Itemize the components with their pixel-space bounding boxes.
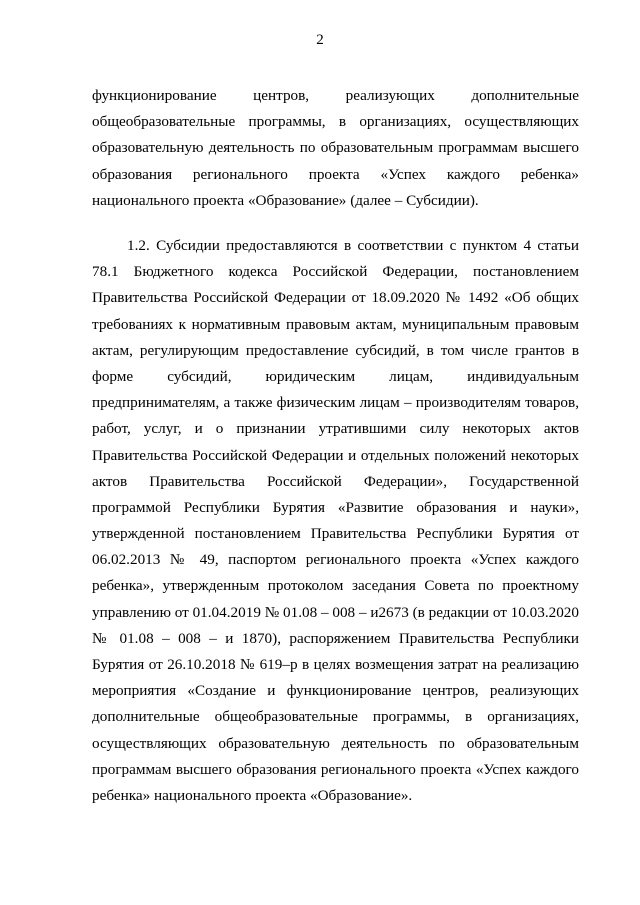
paragraph-2 — [92, 233, 579, 809]
text-line: функционирование центров, реализующих дополнительные — [92, 87, 579, 104]
text-line: образовательную деятельность по образовательным программам высшего — [92, 139, 579, 157]
text-line: Правительства Российской Федерации от 18.09.2020 № 1492 «Об общих — [92, 289, 579, 307]
text-line: 06.02.2013 № 49, паспортом регионального проекта «Успех каждого — [92, 551, 579, 569]
text-line: актам, регулирующим предоставление субсидий, в том числе грантов в — [92, 341, 579, 359]
text-line: дополнительные общеобразовательные программы, в организациях, — [92, 708, 579, 726]
text-line: управлению от 01.04.2019 № 01.08 – 008 – и2673 (в редакции от 10.03.2020 — [92, 603, 579, 621]
text-line: ребенка», утвержденным протоколом заседания Совета по проектному — [92, 577, 579, 595]
text-line: Бурятия от 26.10.2018 № 619–р в целях возмещения затрат на реализацию — [92, 656, 579, 673]
text-line: утвержденной постановлением Правительства Республики Бурятия от — [92, 525, 579, 543]
text-line: осуществляющих образовательную деятельность по образовательным — [92, 734, 579, 752]
text-line: мероприятия «Создание и функционирование центров, реализующих — [92, 682, 579, 700]
text-line: № 01.08 – 008 – и 1870), распоряжением Правительства Республики — [92, 629, 579, 647]
text-line: образования регионального проекта «Успех каждого ребенка» — [92, 165, 579, 183]
text-line: 1.2. Субсидии предоставляются в соответствии с пунктом 4 статьи — [127, 237, 579, 254]
text-line: Правительства Российской Федерации и отдельных положений некоторых — [92, 446, 579, 464]
text-line: программой Республики Бурятия «Развитие образования и науки», — [92, 498, 579, 516]
paragraph-1 — [92, 83, 579, 214]
text-line: требованиях к нормативным правовым актам, муниципальным правовым — [92, 315, 579, 333]
text-line: предпринимателям, а также физическим лицам – производителям товаров, — [92, 394, 579, 412]
text-line: форме субсидий, юридическим лицам, индивидуальным — [92, 367, 579, 385]
text-line: работ, услуг, и о признании утратившими силу некоторых актов — [92, 420, 579, 438]
text-line: актов Правительства Российской Федерации», Государственной — [92, 472, 579, 490]
text-line: общеобразовательные программы, в организациях, осуществляющих — [92, 113, 579, 131]
text-line: 78.1 Бюджетного кодекса Российской Федерации, постановлением — [92, 263, 579, 281]
page-number: 2 — [316, 32, 324, 48]
text-line: ребенка» национального проекта «Образование». — [92, 786, 413, 804]
text-line: программам высшего образования регионального проекта «Успех каждого — [92, 760, 579, 778]
text-line: национального проекта «Образование» (далее – Субсидии). — [92, 191, 479, 209]
